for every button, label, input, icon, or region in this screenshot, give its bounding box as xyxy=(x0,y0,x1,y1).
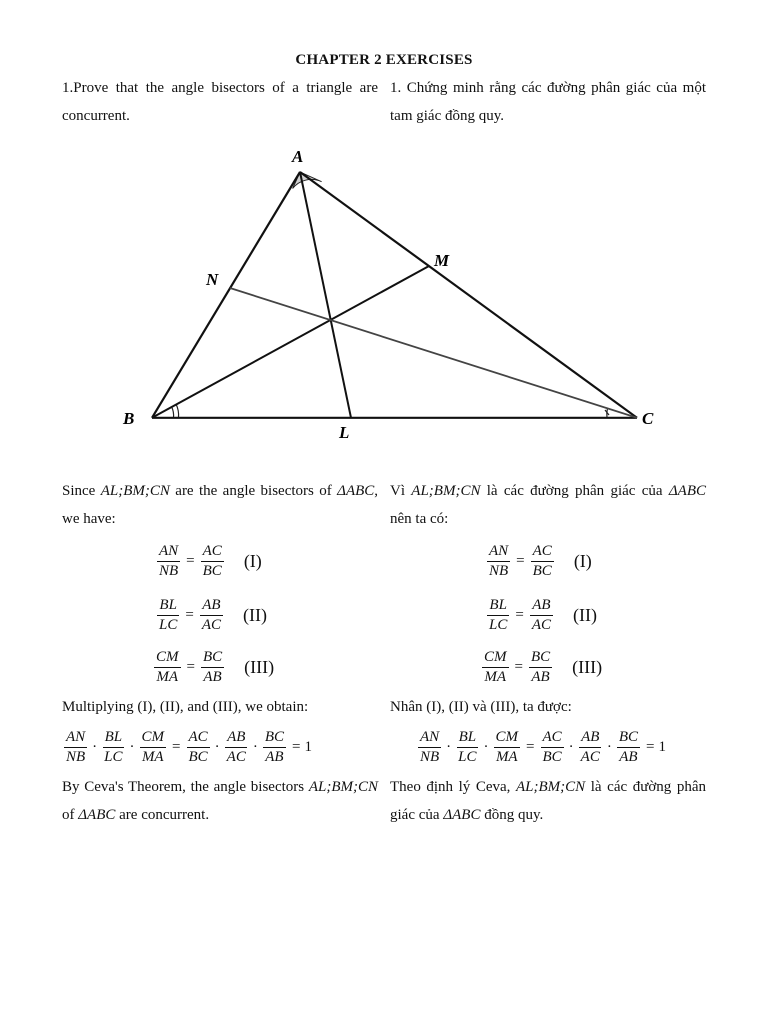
bisector-al xyxy=(300,172,351,418)
label-c: C xyxy=(642,409,654,428)
product-equation-en: $\frac{AN}{NB}$ · $\frac{BL}{LC}$ · $\frac{CM}{MA}$ = $\frac{AC}{BC}$ · $\frac{AB}{AC}$ · $\frac{BC}{AB}$ = 1 xyxy=(66,729,312,765)
angle-mark-a xyxy=(293,172,322,189)
side-ac xyxy=(300,172,637,418)
equation-2-en: $\frac{BL}{LC}$ = $\frac{AB}{AC}$ (II) xyxy=(159,597,267,633)
triangle-figure xyxy=(110,140,670,450)
multiplying-en: Multiplying (I), (II), and (III), we obtain: xyxy=(62,699,309,715)
equation-3-vi: $\frac{CM}{MA}$ = $\frac{BC}{AB}$ (III) xyxy=(484,649,603,685)
label-n: N xyxy=(206,270,219,289)
label-m: M xyxy=(434,251,450,270)
angle-mark-b-inner xyxy=(172,407,174,418)
equation-2-vi: $\frac{BL}{LC}$ = $\frac{AB}{AC}$ (II) xyxy=(489,597,597,633)
equation-1-vi: $\frac{AN}{NB}$ = $\frac{AC}{BC}$ (I) xyxy=(489,543,592,579)
ceva-conclusion-vi: Theo định lý Ceva, AL;BM;CN là các đường phân giác của ΔABC đồng quy. xyxy=(390,779,707,823)
label-b: B xyxy=(123,409,135,428)
equation-1-en: $\frac{AN}{NB}$ = $\frac{AC}{BC}$ (I) xyxy=(159,543,262,579)
equation-3-en: $\frac{CM}{MA}$ = $\frac{BC}{AB}$ (III) xyxy=(156,649,275,685)
side-ab xyxy=(152,172,300,418)
label-a: A xyxy=(292,147,304,166)
ceva-conclusion-en: By Ceva's Theorem, the angle bisectors AL;BM;CN of ΔABC are concurrent. xyxy=(62,779,378,823)
problem-en: 1.Prove that the angle bisectors of a triangle are concurrent. xyxy=(62,80,378,124)
bisector-cn xyxy=(230,288,637,418)
page-title: CHAPTER 2 EXERCISES xyxy=(295,52,473,68)
problem-vi: 1. Chứng minh rằng các đường phân giác của một tam giác đồng quy. xyxy=(390,80,706,124)
multiplying-vi: Nhân (I), (II) và (III), ta được: xyxy=(390,699,572,715)
product-equation-vi: $\frac{AN}{NB}$ · $\frac{BL}{LC}$ · $\frac{CM}{MA}$ = $\frac{AC}{BC}$ · $\frac{AB}{AC}$ · $\frac{BC}{AB}$ = 1 xyxy=(420,729,666,765)
angle-mark-b-outer xyxy=(176,404,179,418)
bisector-bm xyxy=(152,266,429,418)
since-en: Since AL;BM;CN are the angle bisectors of ΔABC, we have: xyxy=(62,483,379,527)
label-l: L xyxy=(339,423,350,442)
since-vi: Vì AL;BM;CN là các đường phân giác của ΔABC nên ta có: xyxy=(390,483,706,527)
